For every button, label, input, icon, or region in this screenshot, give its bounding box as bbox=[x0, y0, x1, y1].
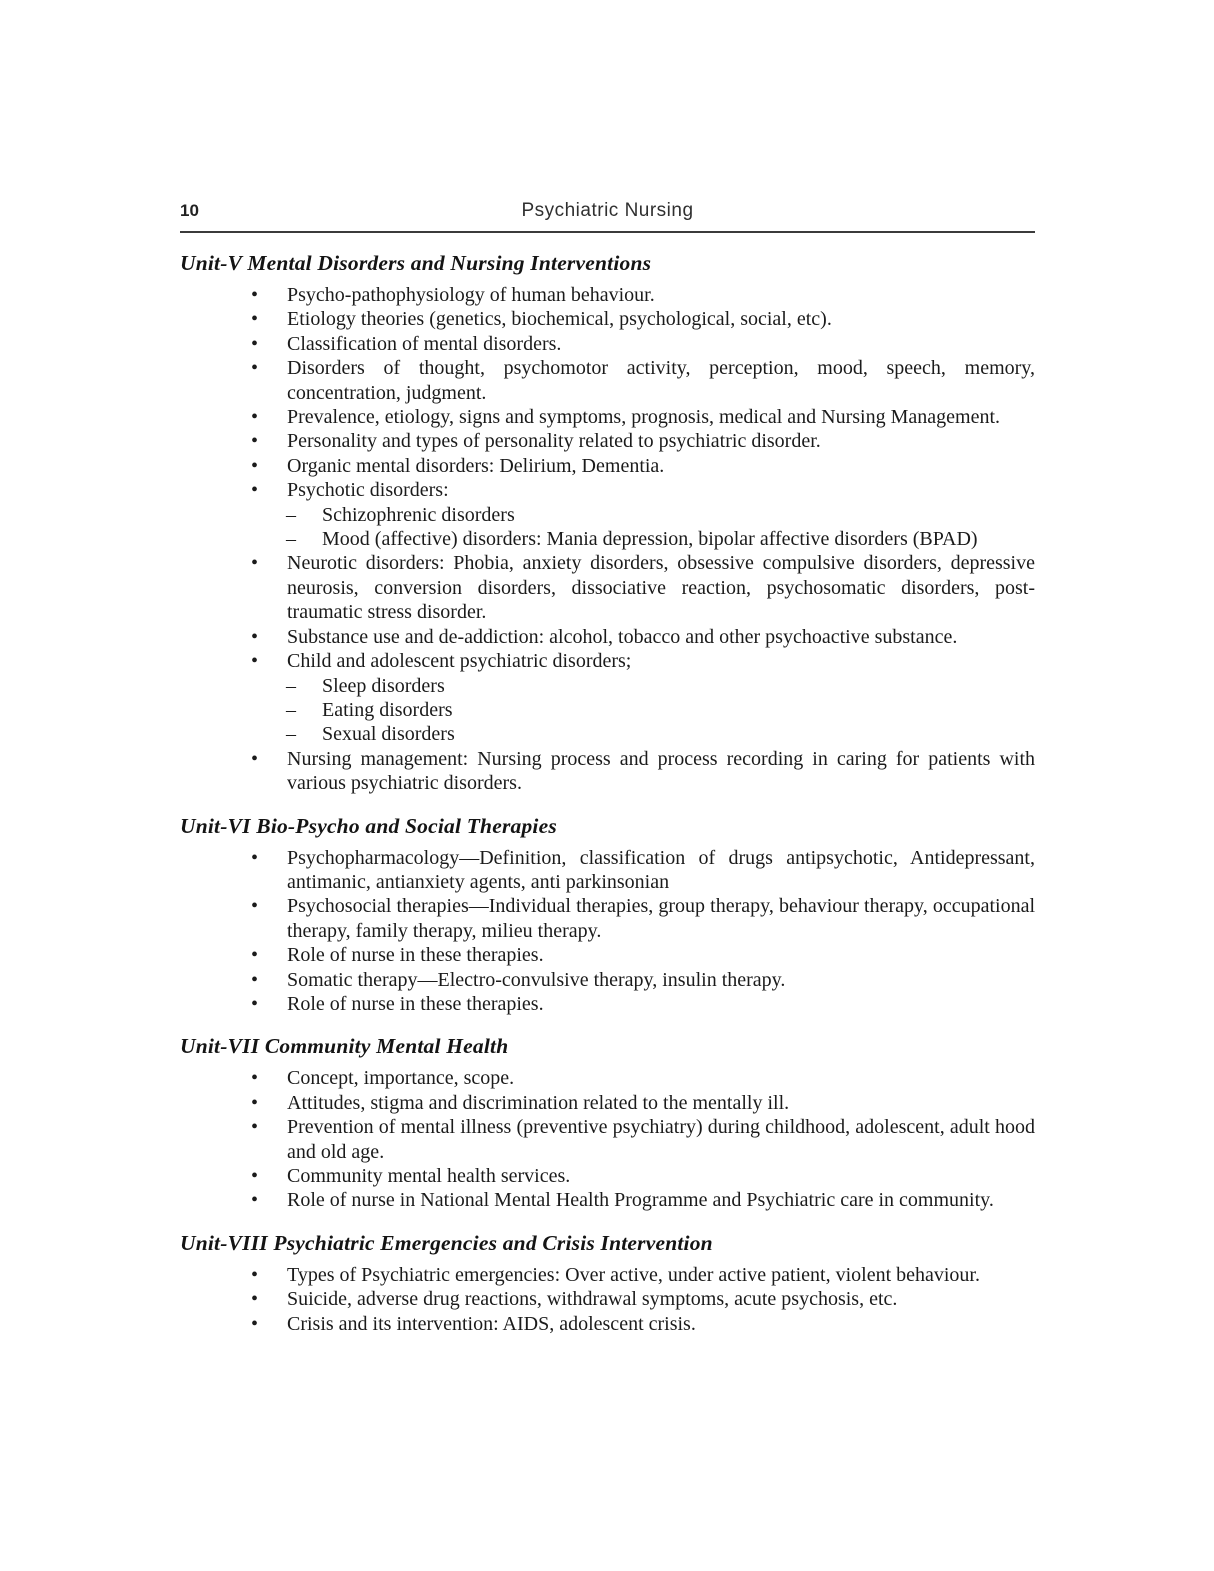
sub-list-item bbox=[180, 722, 1035, 746]
list-item bbox=[180, 478, 1035, 502]
list-item-text: Substance use and de-addiction: alcohol, tobacco and other psychoactive substance. bbox=[287, 625, 958, 648]
unit-section bbox=[180, 813, 1035, 1017]
unit-heading: Unit-VIII Psychiatric Emergencies and Crisis Intervention bbox=[180, 1230, 713, 1255]
bullet-icon: • bbox=[251, 992, 259, 1015]
bullet-icon: • bbox=[251, 747, 259, 770]
unit-item-list bbox=[180, 1066, 1035, 1212]
list-item-text: Attitudes, stigma and discrimination related to the mentally ill. bbox=[287, 1091, 790, 1114]
unit-section bbox=[180, 250, 1035, 796]
list-item-text: Etiology theories (genetics, biochemical, psychological, social, etc). bbox=[287, 308, 832, 331]
list-item bbox=[180, 405, 1035, 429]
list-item-text: Classification of mental disorders. bbox=[287, 332, 562, 355]
unit-item-list bbox=[180, 1263, 1035, 1336]
list-item-text: Personality and types of personality related to psychiatric disorder. bbox=[287, 430, 821, 453]
list-item bbox=[180, 1164, 1035, 1188]
list-item bbox=[180, 551, 1035, 624]
list-item bbox=[180, 356, 1035, 405]
bullet-icon: • bbox=[251, 1067, 259, 1090]
list-item bbox=[180, 1287, 1035, 1311]
list-item-text: Neurotic disorders: Phobia, anxiety disorders, obsessive compulsive disorders, depressive neurosis, conversion disorders, dissociative reaction, psychosomatic disorders, post-traumatic stress disorder. bbox=[287, 552, 1035, 624]
bullet-icon: • bbox=[251, 284, 259, 306]
bullet-icon: • bbox=[251, 1312, 259, 1335]
list-item-text: Organic mental disorders: Delirium, Dementia. bbox=[287, 454, 665, 477]
list-item bbox=[180, 454, 1035, 478]
bullet-icon: • bbox=[251, 1116, 259, 1139]
list-item-text: Disorders of thought, psychomotor activity, perception, mood, speech, memory, concentration, judgment. bbox=[287, 357, 1035, 404]
dash-icon: – bbox=[286, 528, 296, 551]
list-item bbox=[180, 943, 1035, 967]
list-item-text: Role of nurse in these therapies. bbox=[287, 944, 544, 967]
list-item bbox=[180, 992, 1035, 1016]
list-item bbox=[180, 649, 1035, 673]
unit-heading: Unit-VI Bio-Psycho and Social Therapies bbox=[180, 813, 557, 838]
bullet-icon: • bbox=[251, 625, 259, 648]
list-item-text: Psychosocial therapies—Individual therapies, group therapy, behaviour therapy, occupational therapy, family therapy, milieu therapy. bbox=[287, 895, 1035, 942]
bullet-icon: • bbox=[251, 895, 259, 918]
bullet-icon: • bbox=[251, 1263, 259, 1286]
unit-section bbox=[180, 1230, 1035, 1336]
list-item bbox=[180, 1115, 1035, 1164]
dash-icon: – bbox=[286, 674, 296, 697]
list-item bbox=[180, 1188, 1035, 1212]
dash-icon: – bbox=[286, 723, 296, 746]
list-item bbox=[180, 283, 1035, 307]
list-item-text: Concept, importance, scope. bbox=[287, 1067, 515, 1090]
list-item-text: Child and adolescent psychiatric disorders; bbox=[287, 650, 632, 673]
sub-list-item-text: Eating disorders bbox=[322, 698, 453, 721]
list-item-text: Nursing management: Nursing process and process recording in caring for patients with various psychiatric disorders. bbox=[287, 747, 1035, 795]
header-rule bbox=[180, 231, 1035, 233]
list-item bbox=[180, 747, 1035, 796]
list-item-text: Role of nurse in these therapies. bbox=[287, 992, 544, 1015]
bullet-icon: • bbox=[251, 406, 259, 429]
list-item bbox=[180, 625, 1035, 649]
unit-section bbox=[180, 1033, 1035, 1212]
dash-icon: – bbox=[286, 503, 296, 526]
bullet-icon: • bbox=[251, 332, 259, 355]
dash-icon: – bbox=[286, 698, 296, 721]
sub-list-item-text: Sleep disorders bbox=[322, 674, 445, 697]
list-item-text: Prevention of mental illness (preventive psychiatry) during childhood, adolescent, adult hood and old age. bbox=[287, 1116, 1035, 1163]
bullet-icon: • bbox=[251, 1091, 259, 1114]
list-item bbox=[180, 1312, 1035, 1336]
list-item bbox=[180, 332, 1035, 356]
bullet-icon: • bbox=[251, 846, 259, 869]
sub-list-item-text: Mood (affective) disorders: Mania depression, bipolar affective disorders (BPAD) bbox=[322, 528, 978, 551]
bullet-icon: • bbox=[251, 454, 259, 477]
bullet-icon: • bbox=[251, 552, 259, 575]
list-item bbox=[180, 894, 1035, 943]
list-item-text: Suicide, adverse drug reactions, withdrawal symptoms, acute psychosis, etc. bbox=[287, 1288, 898, 1311]
list-item bbox=[180, 307, 1035, 331]
list-item-text: Crisis and its intervention: AIDS, adolescent crisis. bbox=[287, 1312, 696, 1335]
list-item bbox=[180, 1091, 1035, 1115]
page-content bbox=[180, 250, 1035, 1336]
list-item bbox=[180, 968, 1035, 992]
list-item-text: Types of Psychiatric emergencies: Over active, under active patient, violent behaviour. bbox=[287, 1263, 980, 1286]
list-item bbox=[180, 1066, 1035, 1090]
bullet-icon: • bbox=[251, 1165, 259, 1187]
bullet-icon: • bbox=[251, 968, 259, 991]
sub-list-item bbox=[180, 527, 1035, 551]
sub-list-item-text: Schizophrenic disorders bbox=[322, 503, 515, 526]
page-number: 10 bbox=[180, 201, 199, 220]
sub-list-item bbox=[180, 698, 1035, 722]
list-item bbox=[180, 1263, 1035, 1287]
list-item bbox=[180, 429, 1035, 453]
list-item bbox=[180, 846, 1035, 895]
running-title: Psychiatric Nursing bbox=[521, 200, 694, 221]
list-item-text: Psychotic disorders: bbox=[287, 479, 449, 502]
list-item-text: Role of nurse in National Mental Health Programme and Psychiatric care in community. bbox=[287, 1189, 994, 1212]
list-item-text: Somatic therapy—Electro-convulsive therapy, insulin therapy. bbox=[287, 968, 786, 991]
sub-list-item bbox=[180, 503, 1035, 527]
page-header bbox=[180, 202, 1035, 219]
bullet-icon: • bbox=[251, 430, 259, 453]
bullet-icon: • bbox=[251, 308, 259, 331]
unit-heading: Unit-V Mental Disorders and Nursing Interventions bbox=[180, 251, 652, 275]
bullet-icon: • bbox=[251, 1189, 259, 1212]
list-item-text: Psycho-pathophysiology of human behaviour. bbox=[287, 284, 655, 306]
list-item-text: Psychopharmacology—Definition, classification of drugs antipsychotic, Antidepressant, antimanic, antianxiety agents, anti parkinsonian bbox=[287, 846, 1035, 893]
bullet-icon: • bbox=[251, 944, 259, 967]
bullet-icon: • bbox=[251, 650, 259, 673]
sub-list-item bbox=[180, 674, 1035, 698]
sub-list-item-text: Sexual disorders bbox=[322, 723, 455, 746]
bullet-icon: • bbox=[251, 357, 259, 380]
unit-heading: Unit-VII Community Mental Health bbox=[180, 1034, 509, 1059]
bullet-icon: • bbox=[251, 1288, 259, 1311]
list-item-text: Community mental health services. bbox=[287, 1165, 571, 1187]
unit-item-list bbox=[180, 283, 1035, 796]
bullet-icon: • bbox=[251, 479, 259, 502]
list-item-text: Prevalence, etiology, signs and symptoms, prognosis, medical and Nursing Management. bbox=[287, 406, 1001, 429]
unit-item-list bbox=[180, 846, 1035, 1017]
